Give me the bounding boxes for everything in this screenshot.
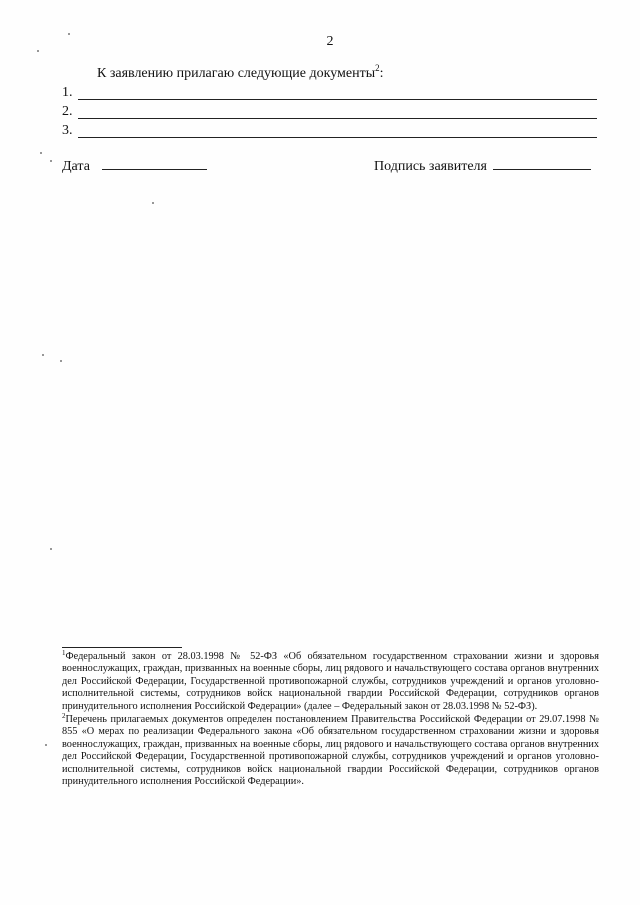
attachments-heading-suffix: :: [379, 66, 384, 81]
footnote-marker: 1: [62, 649, 66, 657]
footnote-text: Перечень прилагаемых документов определен постановлением Правительства Российской Федерации от 29.07.1998 № 855 «О мерах по реализации Федерального закона «Об обязательном государственном страховании жизни и здоровья военнослужащих, граждан, призванных на военные сборы, лиц рядового и начальствующего состава органов внутренних дел Российской Федерации, Государственной противопожарной службы, сотрудников учреждений и органов уголовно-исполнительной системы, сотрудников войск национальной гвардии Российской Федерации, сотрудников органов принудительного исполнения Российской Федерации».: [62, 714, 599, 788]
attachments-heading: [97, 63, 384, 82]
scan-speck: [50, 548, 52, 550]
attachment-blank-line: [78, 137, 597, 138]
date-label: Дата: [62, 159, 90, 174]
attachment-number: 2.: [62, 104, 73, 119]
footnote-separator: [62, 647, 182, 648]
page-number: 2: [326, 34, 334, 49]
signature-label: Подпись заявителя: [374, 159, 487, 174]
attachment-blank-line: [78, 99, 597, 100]
footnote-2: [62, 714, 599, 788]
scan-speck: [68, 33, 70, 35]
footnotes: [62, 651, 599, 789]
scan-speck: [50, 160, 52, 162]
attachments-heading-text: К заявлению прилагаю следующие документы: [97, 66, 376, 81]
attachment-number: 1.: [62, 85, 73, 100]
footnote-ref-2: 2: [375, 63, 380, 73]
signature-field[interactable]: [374, 157, 591, 175]
attachment-line-2[interactable]: [62, 104, 597, 122]
attachment-line-3[interactable]: [62, 123, 597, 141]
signature-blank-line: [493, 157, 591, 170]
scan-speck: [45, 744, 47, 746]
attachment-line-1[interactable]: [62, 85, 597, 103]
scan-speck: [37, 50, 39, 52]
attachment-blank-line: [78, 118, 597, 119]
footnote-text: Федеральный закон от 28.03.1998 № 52-ФЗ «Об обязательном государственном страховании жизни и здоровья военнослужащих, граждан, призванных на военные сборы, лиц рядового и начальствующего состава органов внутренних дел Российской Федерации, Государственной противопожарной службы, сотрудников учреждений и органов уголовно-исполнительной системы, сотрудников войск национальной гвардии Российской Федерации, сотрудников органов принудительного исполнения Российской Федерации» (далее – Федеральный закон от 28.03.1998 № 52-ФЗ).: [62, 651, 599, 712]
attachment-number: 3.: [62, 123, 73, 138]
date-field[interactable]: [62, 157, 207, 175]
date-blank-line: [102, 157, 207, 170]
scan-speck: [40, 152, 42, 154]
scan-speck: [60, 360, 62, 362]
footnote-marker: 2: [62, 712, 66, 721]
footnote-1: [62, 651, 599, 713]
scan-speck: [152, 202, 154, 204]
scan-speck: [42, 354, 44, 356]
